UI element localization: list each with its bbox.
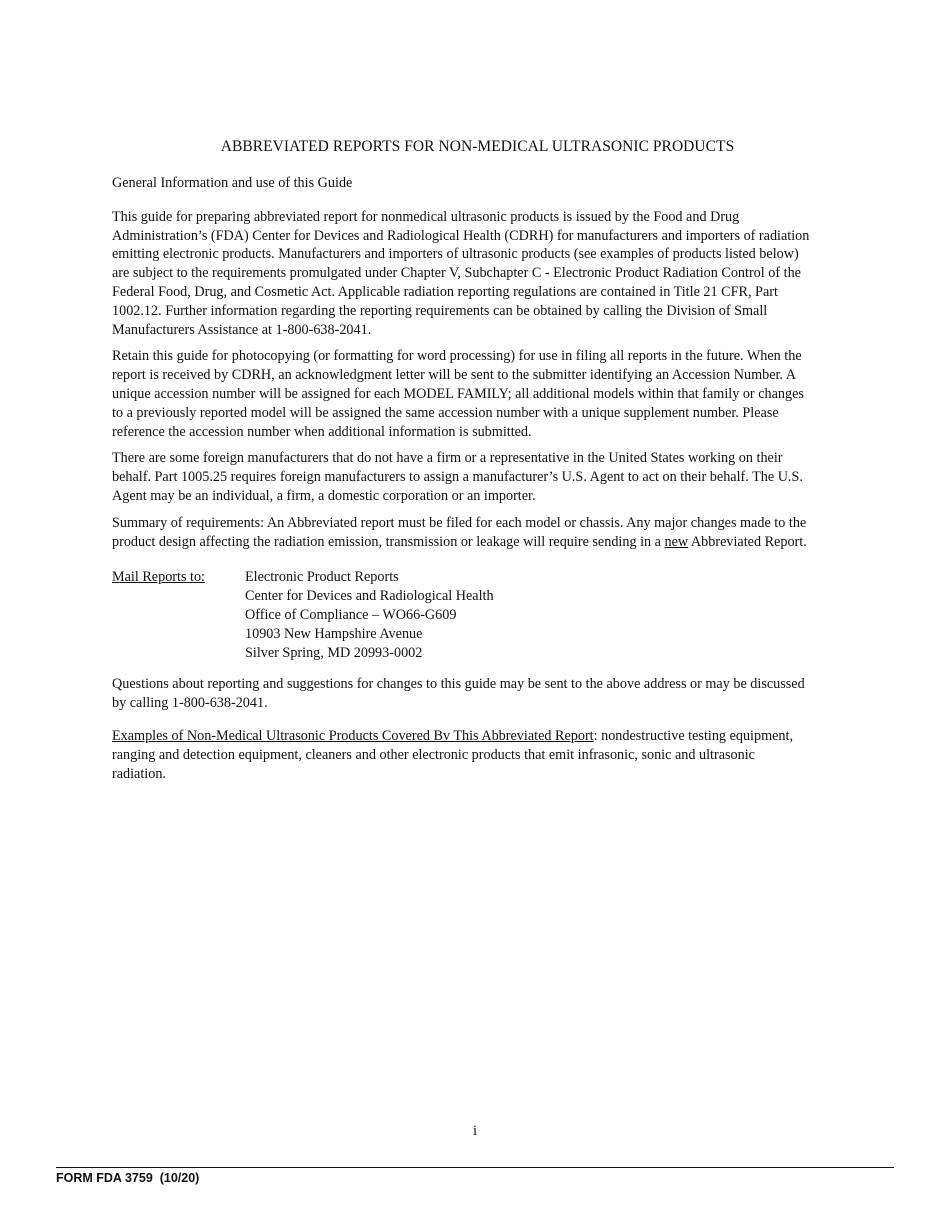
summary-text-end: Abbreviated Report. [688, 533, 807, 550]
examples-text: : nondestructive testing equipment, ranging and detection equipment, cleaners and other electronic products that emit infrasonic, sonic and ultrasonic radiation. [112, 727, 793, 782]
document-body [112, 174, 812, 783]
intro-paragraph: This guide for preparing abbreviated report for nonmedical ultrasonic products is issued by the Food and Drug Administration’s (FDA) Center for Devices and Radiological Health (CDRH) for manufacturers and importers of radiation emitting electronic products. Manufacturers and importers of ultrasonic products (see examples of products listed below) are subject to the requirements promulgated under Chapter V, Subchapter C - Electronic Product Radiation Control of the Federal Food, Drug, and Cosmetic Act. Applicable radiation reporting regulations are contained in Title 21 CFR, Part 1002.12. Further information regarding the reporting requirements can be obtained by calling the Division of Small Manufacturers Assistance at 1-800-638-2041. [112, 208, 810, 338]
questions-paragraph: Questions about reporting and suggestions for changes to this guide may be sent to the above address or may be discussed by calling 1-800-638-2041. [112, 676, 805, 712]
mail-reports-block [112, 568, 812, 662]
mail-reports-label: Mail Reports to: [112, 569, 206, 586]
page-number: i [472, 1123, 478, 1139]
address-line: 10903 New Hampshire Avenue [245, 625, 423, 642]
form-identifier: FORM FDA 3759 (10/20) [56, 1171, 200, 1185]
examples-paragraph [112, 727, 812, 783]
summary-paragraph [112, 514, 812, 552]
address-line: Electronic Product Reports [245, 569, 399, 586]
section-subheading: General Information and use of this Guide [112, 175, 353, 191]
summary-text: Summary of requirements: An Abbreviated report must be filed for each model or chassis. Any major changes made to the product design affecting the radiation emission, transmission or leakage will require sending in a [112, 514, 807, 550]
address-line: Center for Devices and Radiological Health [245, 588, 494, 605]
summary-emphasis: new [664, 533, 689, 550]
mailing-address [245, 568, 494, 662]
address-line: Silver Spring, MD 20993-0002 [245, 644, 423, 661]
footer-divider [56, 1167, 894, 1168]
document-title: ABBREVIATED REPORTS FOR NON-MEDICAL ULTRASONIC PRODUCTS [220, 138, 735, 155]
address-line: Office of Compliance – WO66-G609 [245, 606, 457, 623]
foreign-manufacturers-paragraph: There are some foreign manufacturers that do not have a firm or a representative in the United States working on their behalf. Part 1005.25 requires foreign manufacturers to assign a manufacturer’s U.S. Agent to act on their behalf. The U.S. Agent may be an individual, a firm, a domestic corporation or an importer. [112, 450, 803, 504]
examples-heading: Examples of Non-Medical Ultrasonic Products Covered Bv This Abbreviated Report [112, 727, 594, 744]
retain-guide-paragraph: Retain this guide for photocopying (or formatting for word processing) for use in filing all reports in the future. When the report is received by CDRH, an acknowledgment letter will be sent to the submitter identifying an Accession Number. A unique accession number will be assigned for each MODEL FAMILY; all additional models within that family or changes to a previously reported model will be assigned the same accession number with a unique supplement number. Please reference the accession number when additional information is submitted. [112, 348, 804, 440]
